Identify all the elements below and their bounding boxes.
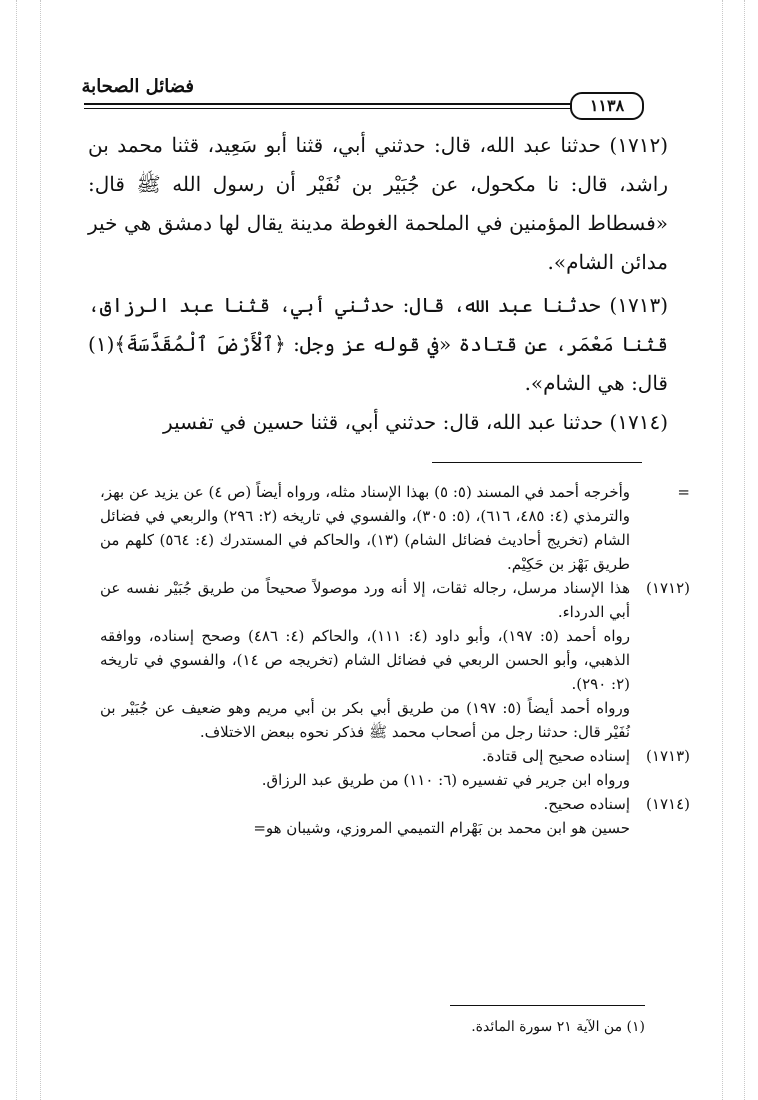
note-1714: [100, 792, 690, 840]
notes-separator: [432, 462, 642, 463]
hadith-text: (١٧١٣) حدثنا عبد الله، قال: حدثني أبي، قثنا عبد الرزاق، قثنا مَعْمَر، عن قتادة «في قوله عز وجل: ﴿ٱلْأَرْضَ ٱلْمُقَدَّسَةَ﴾(١) قال: هي الشام».: [88, 293, 668, 395]
note-paragraph: وأخرجه أحمد في المسند (٥: ٥) بهذا الإسناد مثله، ورواه أيضاً (ص ٤) عن يزيد عن بهز، والترمذي (٤: ٤٨٥، ٦١٦)، (٥: ٣٠٥)، والفسوي في تاريخه (٢: ٢٩٦) والربعي في فضائل الشام (تخريج أحاديث فضائل الشام) (١٣)، والحاكم في المستدرك (٤: ٥٦٤) كلهم من طريق بَهْز بن حَكِيْم.: [100, 483, 631, 573]
note-1712: [100, 576, 690, 744]
note-label: (١٧١٣): [646, 747, 690, 765]
commentary-notes: [100, 480, 690, 840]
note-paragraph: ورواه ابن جرير في تفسيره (٦: ١١٠) من طريق عبد الرزاق.: [261, 771, 630, 789]
footnote-separator: [450, 1005, 645, 1006]
footnote: (١) من الآية ٢١ سورة المائدة.: [471, 1019, 645, 1035]
note-label: (١٧١٢): [646, 579, 690, 597]
margin-guide: [722, 0, 723, 1100]
margin-guide: [744, 0, 745, 1100]
note-continuation: [100, 480, 690, 576]
header-rule: [84, 108, 636, 109]
note-paragraph: حسين هو ابن محمد بن بَهْرام التميمي المروزي، وشيبان هو=: [253, 819, 630, 837]
margin-guide: [16, 0, 17, 1100]
running-header-title: فضائل الصحابة: [81, 76, 194, 97]
note-paragraph: إسناده صحيح إلى قتادة.: [481, 747, 630, 765]
hadith-1712: [88, 126, 668, 282]
hadith-text: (١٧١٤) حدثنا عبد الله، قال: حدثني أبي، قثنا حسين في تفسير: [163, 410, 668, 434]
margin-guide: [40, 0, 41, 1100]
note-label: =: [677, 483, 690, 501]
hadith-1714: [88, 403, 668, 442]
note-1713: [100, 744, 690, 792]
hadith-1713: [88, 286, 668, 403]
header-rule: [84, 103, 636, 105]
note-paragraph: هذا الإسناد مرسل، رجاله ثقات، إلا أنه ورد موصولاً صحيحاً من طريق جُبَيْر نفسه عن أبي الدرداء.: [100, 579, 630, 621]
note-paragraph: إسناده صحيح.: [543, 795, 630, 813]
page-number-badge: ١١٣٨: [570, 92, 644, 120]
note-label: (١٧١٤): [646, 795, 690, 813]
hadith-text: (١٧١٢) حدثنا عبد الله، قال: حدثني أبي، قثنا أبو سَعِيد، قثنا محمد بن راشد، قال: نا مكحول، عن جُبَيْر بن نُفَيْر أن رسول الله ﷺ قال: «فسطاط المؤمنين في الملحمة الغوطة مدينة يقال لها دمشق هي خير مدائن الشام».: [88, 133, 668, 274]
note-paragraph: رواه أحمد (٥: ١٩٧)، وأبو داود (٤: ١١١)، والحاكم (٤: ٤٨٦) وصحح إسناده، ووافقه الذهبي، وأبو الحسن الربعي في فضائل الشام (تخريجه ص ١٤)، والفسوي في تاريخه (٢: ٢٩٠).: [100, 627, 630, 693]
note-paragraph: ورواه أحمد أيضاً (٥: ١٩٧) من طريق أبي بكر بن أبي مريم وهو ضعيف عن جُبَيْر بن نُفَيْر قال: حدثنا رجل من أصحاب محمد ﷺ فذكر نحوه ببعض الاختلاف.: [100, 699, 630, 741]
